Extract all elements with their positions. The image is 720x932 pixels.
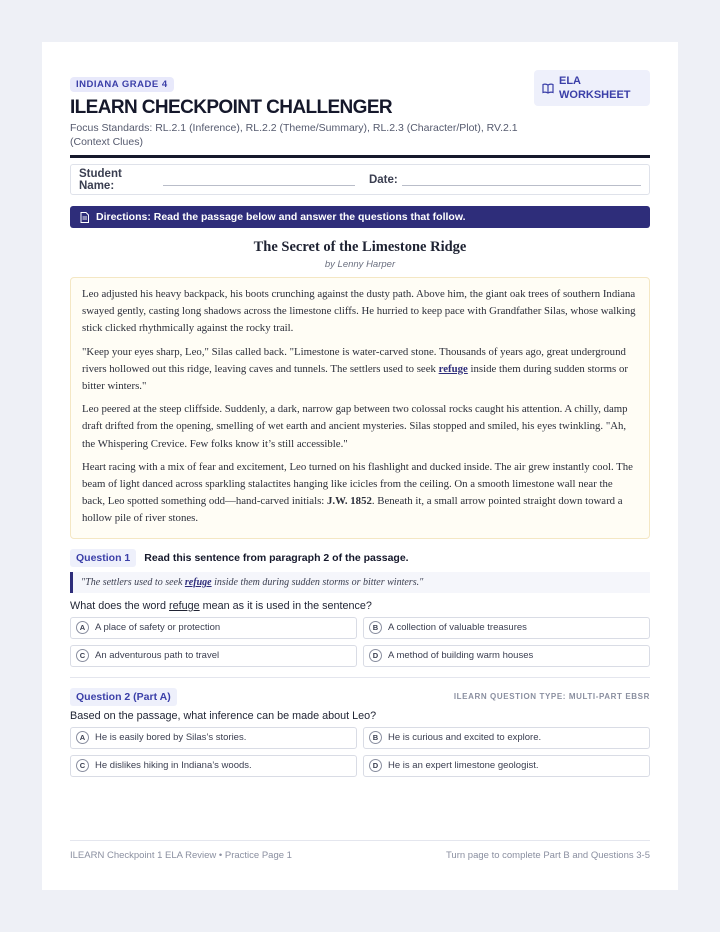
footer-left-text: ILEARN Checkpoint 1 ELA Review • Practice Page 1 — [70, 850, 292, 861]
document-icon — [80, 212, 89, 223]
reading-passage — [70, 277, 650, 539]
option-letter: A — [76, 621, 89, 634]
question-1-option-a[interactable] — [70, 617, 357, 639]
question-2-header — [70, 688, 650, 706]
prompt-underlined-word: refuge — [169, 599, 200, 612]
question-1-label: Question 1 — [70, 549, 136, 567]
option-text: A place of safety or protection — [95, 622, 221, 634]
option-letter: C — [76, 649, 89, 662]
footer-right-text: Turn page to complete Part B and Questions 3-5 — [445, 850, 650, 861]
date-field[interactable] — [402, 174, 641, 186]
header-divider — [70, 155, 650, 158]
student-info-row — [70, 164, 650, 195]
question-1-options — [70, 617, 650, 667]
option-text: He dislikes hiking in Indiana’s woods. — [95, 760, 252, 772]
paragraph-text: "Keep your eyes sharp, Leo," Silas called back. "Limestone is water-carved stone. Thousands of years ago, great underground rivers hollowed out this ridge, leaving caves and tunnels. The settlers used to seek — [82, 345, 626, 375]
option-text: He is an expert limestone geologist. — [388, 760, 539, 772]
question-1-option-c[interactable] — [70, 645, 357, 667]
option-letter: B — [369, 621, 382, 634]
question-1-option-b[interactable] — [363, 617, 650, 639]
worksheet-content — [70, 74, 650, 777]
open-book-icon — [542, 83, 554, 94]
option-text: A method of building warm houses — [388, 650, 534, 662]
paragraph-text: inside them during sudden storms or bitter winters." — [82, 362, 628, 393]
header — [70, 74, 650, 149]
passage-paragraph-1: Leo adjusted his heavy backpack, his boots crunching against the dusty path. Above him, the giant oak trees of southern Indiana swayed gently, casting long shadows across the limestone cliffs. He hurried to keep pace with Grandfather Silas, whose walking stick clicked rhythmically against the rocky trail. — [82, 288, 636, 335]
option-text: An adventurous path to travel — [95, 650, 220, 662]
student-name-field[interactable] — [163, 174, 355, 186]
question-2-option-c[interactable] — [70, 755, 357, 777]
option-letter: C — [76, 759, 89, 772]
question-2-prompt: Based on the passage, what inference can be made about Leo? — [70, 709, 377, 722]
student-name-label: Student Name: — [79, 167, 122, 192]
paragraph-text: Heart racing with a mix of fear and excitement, Leo turned on his flashlight and ducked inside. The air grew instantly cool. The beam of light danced across sparkling stalactites hanging like icicles from the ceiling. On a smooth limestone wall near the back, Leo spotted something odd—hand-carved initials: — [82, 460, 633, 508]
story-byline: by Lenny Harper — [324, 259, 396, 270]
page-footer — [70, 840, 650, 861]
option-text: He is easily bored by Silas’s stories. — [95, 732, 247, 744]
quote-text: inside them during sudden storms or bitter winters." — [211, 576, 424, 588]
question-2-option-d[interactable] — [363, 755, 650, 777]
directions-text: Directions: Read the passage below and answer the questions that follow. — [96, 211, 466, 223]
question-2-label: Question 2 (Part A) — [70, 688, 177, 706]
prompt-text: What does the word — [70, 599, 170, 612]
passage-paragraph-4 — [82, 459, 638, 528]
option-text: A collection of valuable treasures — [388, 622, 527, 634]
story-title: The Secret of the Limestone Ridge — [253, 239, 467, 255]
grade-badge: INDIANA GRADE 4 — [70, 77, 174, 92]
quote-vocab-word: refuge — [184, 576, 212, 588]
question-2-type: ILEARN QUESTION TYPE: MULTI-PART EBSR — [453, 692, 650, 702]
date-label: Date: — [368, 173, 398, 186]
focus-standards: Focus Standards: RL.2.1 (Inference), RL.2.2 (Theme/Summary), RL.2.3 (Character/Plot), RV.2.1 (Context Clues) — [70, 122, 518, 148]
worksheet-page — [42, 42, 678, 890]
option-letter: A — [76, 731, 89, 744]
page-title: ILEARN CHECKPOINT CHALLENGER — [70, 97, 393, 118]
worksheet-tag-label: ELA WORKSHEET — [559, 75, 631, 101]
option-letter: D — [369, 649, 382, 662]
paragraph-text: . Beneath it, a small arrow pointed straight down toward a hollow pile of river stones. — [82, 495, 623, 525]
quote-text: "The settlers used to seek — [81, 576, 185, 588]
worksheet-tag — [534, 70, 650, 106]
question-2-option-b[interactable] — [363, 727, 650, 749]
question-1-prompt — [70, 600, 650, 612]
question-1-header — [70, 549, 650, 567]
option-letter: D — [369, 759, 382, 772]
carved-initials: J.W. 1852 — [326, 495, 372, 508]
question-1-instruction: Read this sentence from paragraph 2 of the passage. — [144, 551, 409, 564]
option-letter: B — [369, 731, 382, 744]
question-divider — [70, 677, 650, 678]
question-2-option-a[interactable] — [70, 727, 357, 749]
vocab-word-refuge: refuge — [438, 362, 468, 375]
passage-paragraph-2 — [82, 344, 638, 396]
option-text: He is curious and excited to explore. — [388, 732, 542, 744]
question-2-options — [70, 727, 650, 777]
passage-paragraph-3: Leo peered at the steep cliffside. Suddenly, a dark, narrow gap between two colossal rocks caught his attention. A chilly, damp draft drifted from the opening, smelling of wet earth and ancient mysteries. Silas stopped and smiled, his eyes twinkling. "Ah, the Whispering Crevice. Few folks know it’s still accessible." — [82, 403, 628, 450]
prompt-text: mean as it is used in the sentence? — [199, 599, 372, 612]
question-1-quote — [70, 572, 650, 593]
directions-bar — [70, 206, 650, 228]
question-1-option-d[interactable] — [363, 645, 650, 667]
